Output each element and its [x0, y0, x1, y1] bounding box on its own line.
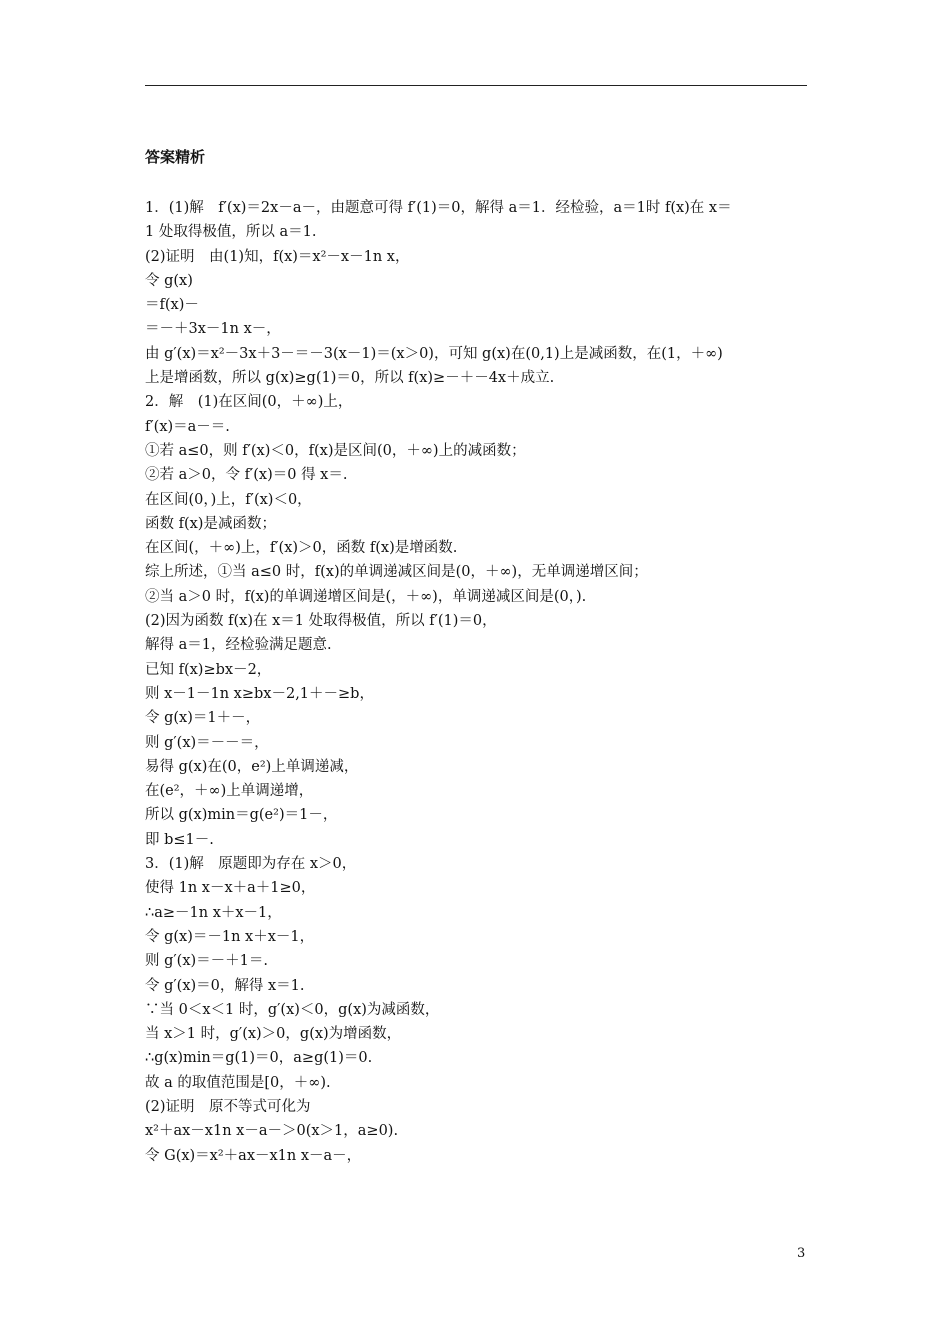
text-line: 在区间(0，)上，f′(x)＜0， — [145, 491, 312, 508]
text-line: 在区间(，＋∞)上，f′(x)＞0，函数 f(x)是增函数. — [145, 540, 458, 557]
text-line: 当 x＞1 时，g′(x)＞0，g(x)为增函数， — [145, 1026, 402, 1043]
text-line: (2)证明 由(1)知，f(x)＝x²－x－1n x， — [145, 248, 410, 265]
text-line: ∴g(x)min＝g(1)＝0，a≥g(1)＝0. — [145, 1050, 373, 1067]
text-line: 则 g′(x)＝－＋1＝. — [145, 953, 269, 970]
text-line: 由 g′(x)＝x²－3x＋3－＝－3(x－1)＝(x＞0)，可知 g(x)在(0,1)上是减函数，在(1，＋∞) — [145, 345, 723, 362]
text-line: ②当 a＞0 时，f(x)的单调递增区间是(，＋∞)，单调递减区间是(0，). — [145, 588, 587, 605]
text-line: f′(x)＝a－＝. — [145, 418, 230, 435]
text-line: 则 g′(x)＝－－＝， — [145, 734, 269, 751]
text-line: 已知 f(x)≥bx－2， — [145, 661, 272, 678]
text-line: (2)证明 原不等式可化为 — [145, 1098, 311, 1115]
text-line: 函数 f(x)是减函数； — [145, 515, 276, 532]
text-line: 综上所述，①当 a≤0 时，f(x)的单调递减区间是(0，＋∞)，无单调递增区间； — [145, 564, 648, 581]
text-line: 易得 g(x)在(0，e²)上单调递减， — [145, 758, 359, 775]
text-line: 在(e²，＋∞)上单调递增， — [145, 783, 314, 800]
text-line: 即 b≤1－. — [145, 831, 214, 848]
text-line: 上是增函数，所以 g(x)≥g(1)＝0，所以 f(x)≥－＋－4x＋成立. — [145, 370, 555, 387]
text-line: ∵当 0＜x＜1 时，g′(x)＜0，g(x)为减函数， — [145, 1001, 440, 1018]
text-line: ＝f(x)－ — [145, 297, 199, 314]
page-number: 3 — [797, 1246, 806, 1261]
text-line: 令 g(x)＝1＋－， — [145, 710, 261, 727]
text-line: 故 a 的取值范围是[0，＋∞). — [145, 1074, 331, 1091]
text-line: ①若 a≤0，则 f′(x)＜0，f(x)是区间(0，＋∞)上的减函数； — [145, 442, 526, 459]
text-line: 1．(1)解 f′(x)＝2x－a－，由题意可得 f′(1)＝0，解得 a＝1．经检验，a＝1时 f(x)在 x＝ — [145, 200, 732, 216]
text-line: 2．解 (1)在区间(0，＋∞)上， — [145, 394, 353, 411]
text-line: ＝－＋3x－1n x－， — [145, 321, 281, 338]
text-line: x²＋ax－x1n x－a－＞0(x＞1，a≥0). — [145, 1123, 399, 1140]
text-line: ②若 a＞0，令 f′(x)＝0 得 x＝. — [145, 467, 348, 484]
answer-body — [145, 196, 810, 1168]
text-line: 1 处取得极值，所以 a＝1. — [145, 224, 317, 241]
text-line: 令 g(x)＝－1n x＋x－1， — [145, 928, 315, 945]
text-line: 令 G(x)＝x²＋ax－x1n x－a－， — [145, 1147, 362, 1164]
header-rule — [145, 85, 807, 86]
text-line: 所以 g(x)min＝g(e²)＝1－， — [145, 807, 338, 824]
text-line: 解得 a＝1，经检验满足题意. — [145, 637, 332, 654]
text-line: (2)因为函数 f(x)在 x＝1 处取得极值，所以 f′(1)＝0， — [145, 613, 497, 630]
text-line: ∴a≥－1n x＋x－1， — [145, 904, 282, 921]
text-line: 使得 1n x－x＋a＋1≥0， — [145, 880, 316, 897]
text-line: 令 g′(x)＝0，解得 x＝1. — [145, 977, 305, 994]
text-line: 令 g(x) — [145, 272, 193, 289]
text-line: 则 x－1－1n x≥bx－2,1＋－≥b， — [145, 685, 374, 702]
section-heading: 答案精析 — [145, 148, 206, 166]
text-line: 3．(1)解 原题即为存在 x＞0， — [145, 856, 357, 873]
